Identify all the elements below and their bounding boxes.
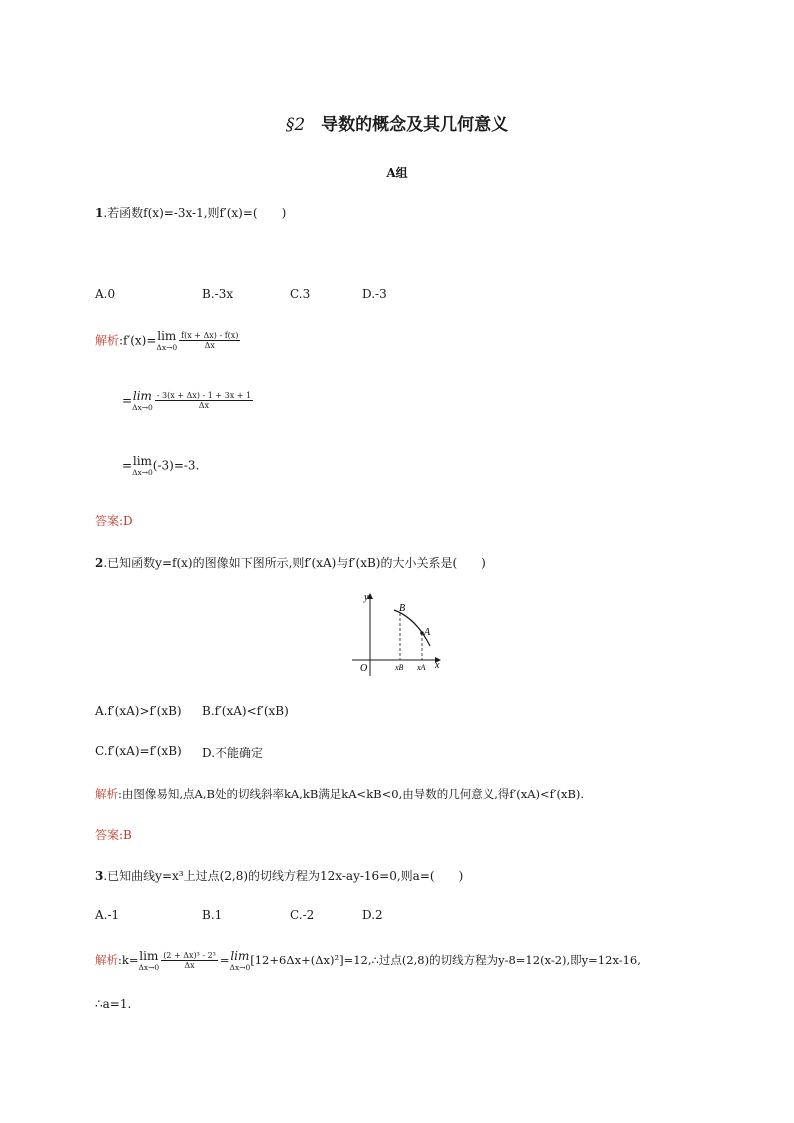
q3-fraction: $\frac{\text{(2 + Δx)³ - 2³}}{\Delta x}$ [163,950,216,971]
q1-solution-label: 解析 [95,333,120,348]
q2-stem [95,554,486,571]
page-title [0,110,794,135]
q3-solution-line1: 解析:k= lim Δx→0 $\frac{\text{(2 + Δx)³ - 2³}}{\Delta x}$ = lim Δx→0 [12+6Δx+(Δx)²]=12,∴过点(2,8)的切线方程为y-8=12(x-2),即y=12x-16, [95,949,641,972]
q2-solution [95,786,584,802]
q3-stem [95,867,463,884]
q1-limit-1: lim Δx→0 [156,329,178,352]
q1-solution-line2: = lim Δx→0 $\frac{- 3(x + \Delta x) - 1 + 3x + 1}{\Delta x}$ [122,389,252,412]
q1-option-d: D.-3 [362,287,387,301]
q1-solution-lead: :f′(x)= [119,333,157,348]
x-axis-label: x [435,660,440,671]
q1-answer: 答案:D [95,514,133,528]
q1-fraction-2: $\frac{- 3(x + \Delta x) - 1 + 3x + 1}{\Delta x}$ [156,390,252,411]
q2-stem-text: .已知函数y=f(x)的图像如下图所示,则f′(xA)与f′(xB)的大小关系是( ) [103,556,486,570]
q2-answer: 答案:B [95,828,132,842]
q2-option-d: D.不能确定 [202,746,264,760]
point-b-label: B [399,603,406,614]
point-a-label: A [424,627,431,638]
q1-stem-text: .若函数f(x)=-3x-1,则f′(x)=( ) [103,206,287,220]
q2-option-c: C.f′(xA)=f′(xB) [95,744,182,758]
q1-limit-2: lim Δx→0 [132,389,153,412]
q1-limit-3: lim Δx→0 [132,454,153,477]
q3-stem-text: .已知曲线y=x³上过点(2,8)的切线方程为12x-ay-16=0,则a=( ) [103,869,464,883]
q3-limit-2: lim Δx→0 [229,949,251,972]
q3-option-d: D.2 [362,908,383,922]
q1-solution-line1 [95,330,242,352]
q2-solution-text: :由图像易知,点A,B处的切线斜率kA,kB满足kA<kB<0,由导数的几何意义,得f′(xA)<f′(xB). [118,787,585,801]
y-axis-label: y [364,592,369,603]
q1-option-c: C.3 [290,287,311,301]
group-heading: A组 [386,166,408,180]
q3-solution-line2: ∴a=1. [95,997,132,1011]
section-number: §2 [285,115,306,135]
q3-solution-mid: [12+6Δx+(Δx)²]=12,∴过点(2,8)的切线方程为y-8=12(x-2),即y=12x-16, [250,952,641,967]
q3-option-a: A.-1 [95,908,120,922]
title-text: 导数的概念及其几何意义 [321,115,509,135]
q3-number: 3 [95,869,104,883]
q1-solution-line3: = lim Δx→0 (-3)=-3. [122,454,200,477]
q1-option-b: B.-3x [202,287,234,301]
q2-solution-label: 解析 [95,787,118,801]
q1-number: 1 [95,206,104,220]
q3-option-b: B.1 [202,908,223,922]
q1-fraction-1: $\frac{f(x + \Delta x) - f(x)}{\Delta x}$ [181,330,239,351]
q3-limit-1: lim Δx→0 [138,949,160,972]
origin-label: O [360,663,368,674]
q1-solution-tail: (-3)=-3. [152,458,200,473]
q3-option-c: C.-2 [290,908,315,922]
q2-number: 2 [95,556,104,570]
q2-function-graph [350,588,450,678]
q2-option-a: A.f′(xA)>f′(xB) [95,704,182,718]
q2-option-b: B.f′(xA)<f′(xB) [202,704,289,718]
q1-option-a: A.0 [95,287,116,301]
xb-label: xB [395,663,404,672]
xa-label: xA [417,663,426,672]
q3-solution-label: 解析 [95,952,118,967]
q1-stem [95,204,286,221]
